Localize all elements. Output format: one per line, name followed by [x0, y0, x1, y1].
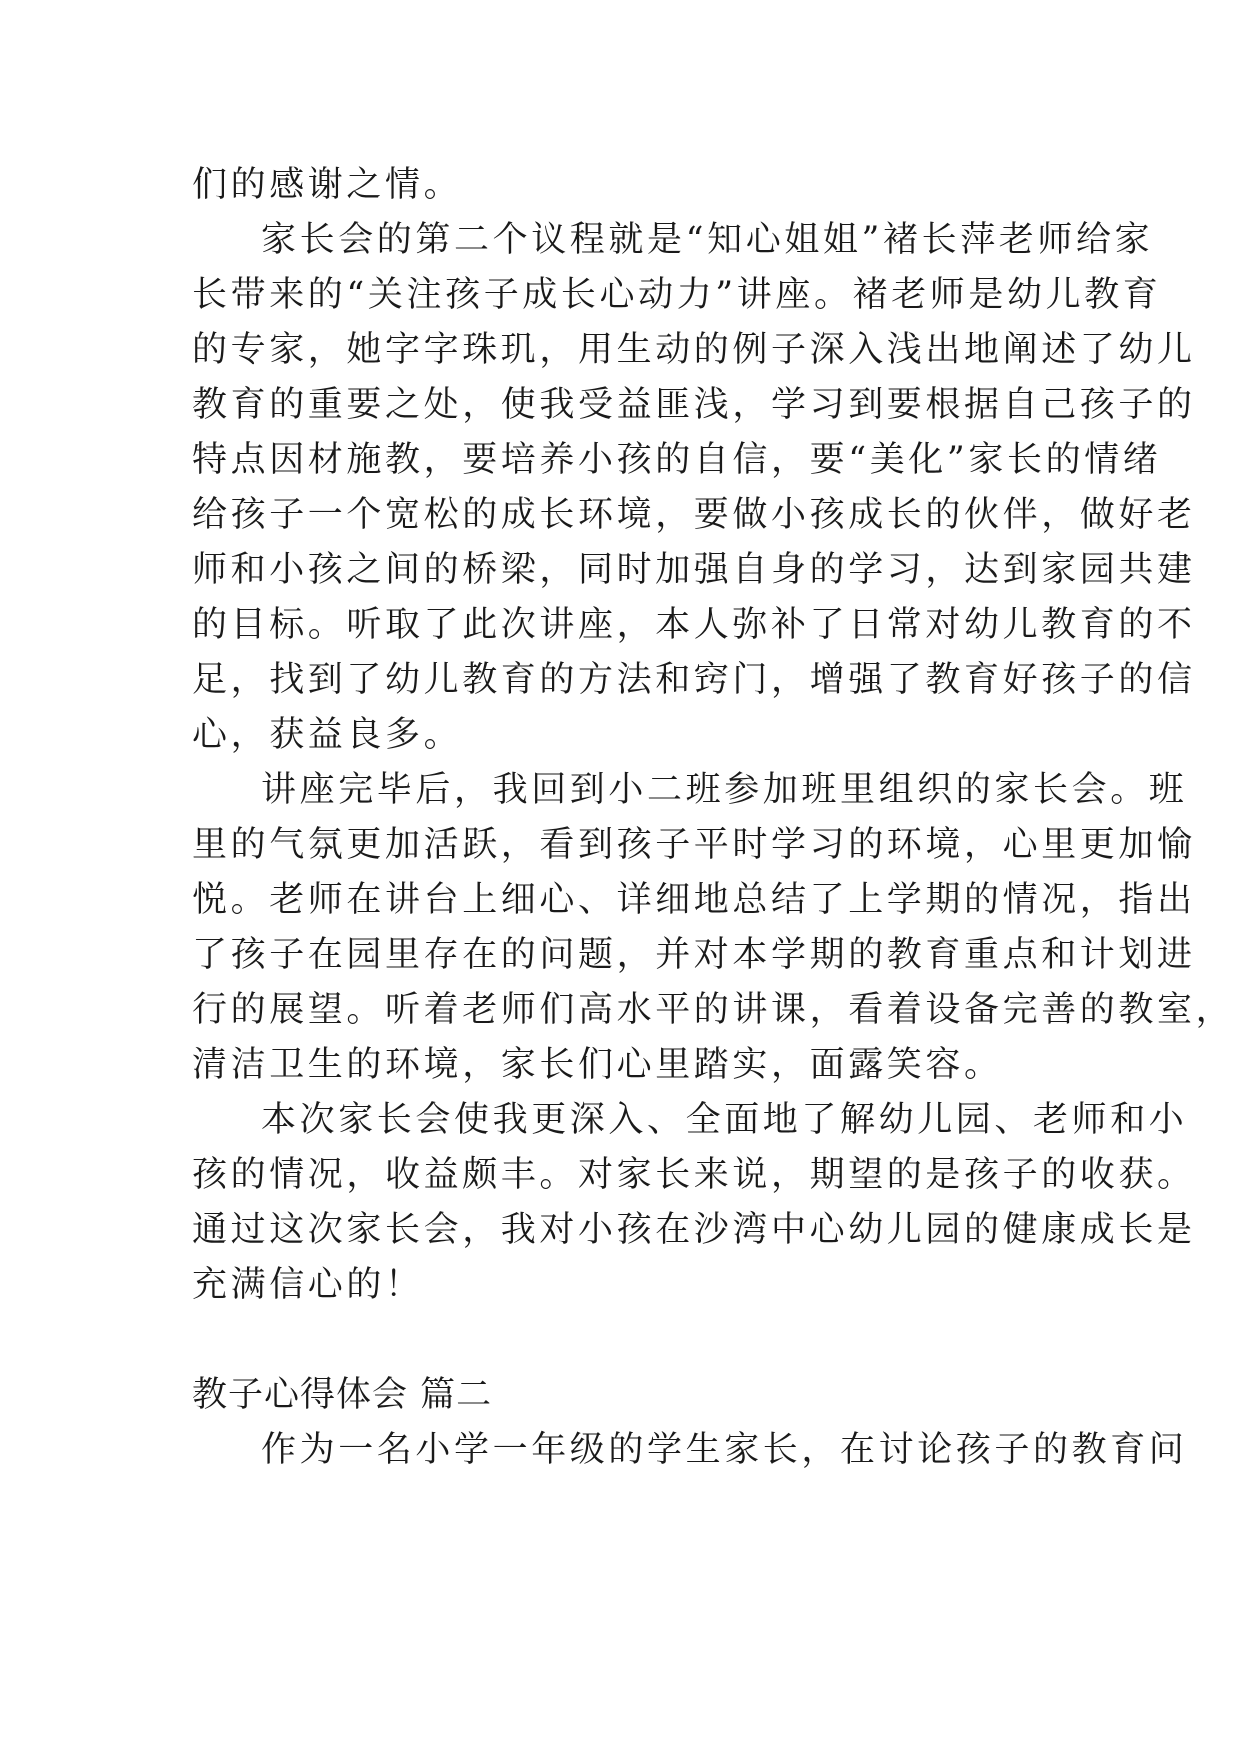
section-heading: 教子心得体会 篇二 — [192, 1375, 493, 1415]
paragraph-start-line: 讲座完毕后，我回到小二班参加班里组织的家长会。班 — [261, 770, 1188, 810]
text-line: 教育的重要之处，使我受益匪浅，学习到要根据自己孩子的 — [192, 385, 1196, 425]
text-line: 充满信心的！ — [192, 1265, 424, 1305]
paragraph-start-line: 本次家长会使我更深入、全面地了解幼儿园、老师和小 — [261, 1100, 1188, 1140]
text-line: 的专家，她字字珠玑，用生动的例子深入浅出地阐述了幼儿 — [192, 330, 1196, 370]
text-line: 心，获益良多。 — [192, 715, 463, 755]
text-line: 清洁卫生的环境，家长们心里踏实，面露笑容。 — [192, 1045, 1003, 1085]
text-line: 了孩子在园里存在的问题，并对本学期的教育重点和计划进 — [192, 935, 1196, 975]
text-line: 行的展望。听着老师们高水平的讲课，看着设备完善的教室， — [192, 990, 1235, 1030]
text-line: 的目标。听取了此次讲座，本人弥补了日常对幼儿教育的不 — [192, 605, 1196, 645]
text-line: 足，找到了幼儿教育的方法和窍门，增强了教育好孩子的信 — [192, 660, 1196, 700]
text-line: 师和小孩之间的桥梁，同时加强自身的学习，达到家园共建 — [192, 550, 1196, 590]
text-line: 给孩子一个宽松的成长环境，要做小孩成长的伙伴，做好老 — [192, 495, 1196, 535]
text-line: 孩的情况，收益颇丰。对家长来说，期望的是孩子的收获。 — [192, 1155, 1196, 1195]
text-line: 悦。老师在讲台上细心、详细地总结了上学期的情况，指出 — [192, 880, 1196, 920]
text-line: 们的感谢之情。 — [192, 165, 463, 205]
paragraph-start-line: 家长会的第二个议程就是“知心姐姐”褚长萍老师给家 — [261, 220, 1154, 260]
text-line: 长带来的“关注孩子成长心动力”讲座。褚老师是幼儿教育 — [192, 275, 1162, 315]
paragraph-start-line: 作为一名小学一年级的学生家长，在讨论孩子的教育问 — [261, 1430, 1188, 1470]
text-line: 通过这次家长会，我对小孩在沙湾中心幼儿园的健康成长是 — [192, 1210, 1196, 1250]
text-line: 里的气氛更加活跃，看到孩子平时学习的环境，心里更加愉 — [192, 825, 1196, 865]
text-line: 特点因材施教，要培养小孩的自信，要“美化”家长的情绪 — [192, 440, 1162, 480]
